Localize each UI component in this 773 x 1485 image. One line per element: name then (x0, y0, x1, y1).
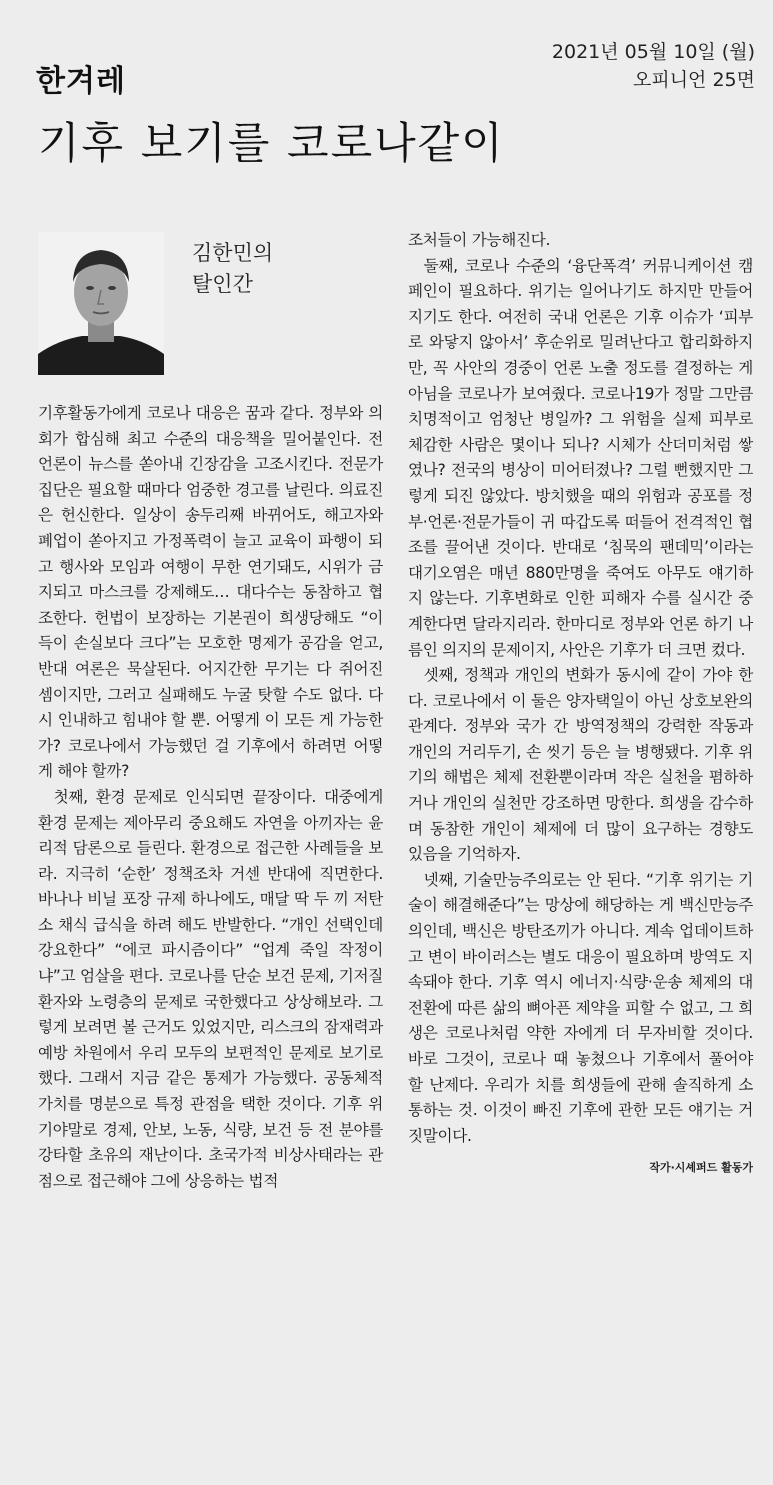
author-name: 김한민의 (192, 241, 274, 265)
article-paragraph: 셋째, 정책과 개인의 변화가 동시에 같이 가야 한다. 코로나에서 이 둘은 양자택일이 아닌 상호보완의 관계다. 정부와 국가 간 방역정책의 강력한 작동과 개인의 거리두기, 손 씻기 등은 늘 병행됐다. 기후 위기의 해법은 체제 전환뿐이라며 작은 실천을 폄하하거나 개인의 실천만 강조하면 망한다. 희생을 감수하며 동참한 개인이 체제에 더 많이 요구하는 경향도 있음을 기억하자. (408, 666, 753, 864)
article-column-left (38, 401, 383, 1194)
article-paragraph: 첫째, 환경 문제로 인식되면 끝장이다. 대중에게 환경 문제는 제아무리 중요해도 자연을 아끼자는 윤리적 담론으로 들린다. 환경으로 접근한 사례들을 보라. 지극히 ‘순한’ 정책조차 거센 반대에 직면한다. 바나나 비닐 포장 규제 하나에도, 매달 딱 두 끼 저탄소 채식 급식을 하려 해도 반발한다. “개인 선택인데 강요한다” “에코 파시즘이다” “업계 죽일 작정이냐”고 엄살을 편다. 코로나를 단순 보건 문제, 기저질환자와 노령층의 문제로 국한했다고 상상해보라. 그렇게 보려면 볼 근거도 있었지만, 리스크의 잠재력과 예방 차원에서 우리 모두의 보편적인 문제로 보기로 했다. 그래서 지금 같은 통제가 가능했다. 공동체적 가치를 명분으로 특정 관점을 택한 것이다. 기후 위기야말로 경제, 안보, 노동, 식량, 보건 등 전 분야를 강타할 초유의 재난이다. 초국가적 비상사태라는 관점으로 접근해야 그에 상응하는 법적 (38, 787, 383, 1190)
article-paragraph: 넷째, 기술만능주의로는 안 된다. “기후 위기는 기술이 해결해준다”는 망상에 해당하는 게 백신만능주의인데, 백신은 방탄조끼가 아니다. 계속 업데이트하고 변이 바이러스는 별도 대응이 필요하며 방역도 지속돼야 한다. 기후 역시 에너지·식량·운송 체제의 대전환에 따른 삶의 뼈아픈 제약을 피할 수 없고, 그 희생은 코로나처럼 약한 자에게 더 무자비할 것이다. 바로 그것이, 코로나 때 놓쳤으나 기후에서 풀어야 할 난제다. 우리가 치를 희생들에 관해 솔직하게 소통하는 것. 이것이 빠진 기후에 관한 모든 얘기는 거짓말이다. (408, 870, 753, 1145)
author-photo (38, 232, 164, 375)
article-paragraph: 기후활동가에게 코로나 대응은 꿈과 같다. 정부와 의회가 합심해 최고 수준의 대응책을 밀어붙인다. 전 언론이 뉴스를 쏟아내 긴장감을 고조시킨다. 전문가 집단은 필요할 때마다 엄중한 경고를 날린다. 의료진은 헌신한다. 일상이 송두리째 바뀌어도, 해고자와 폐업이 쏟아지고 가정폭력이 늘고 교육이 파행이 되고 행사와 모임과 여행이 무한 연기돼도, 시위가 금지되고 마스크를 강제해도… 대다수는 동참하고 협조한다. 헌법이 보장하는 기본권이 희생당해도 “이득이 손실보다 크다”는 모호한 명제가 공감을 얻고, 반대 여론은 묵살된다. 어지간한 무기는 다 쥐어진 셈이지만, 그러고 실패해도 누굴 탓할 수도 없다. 다시 인내하고 힘내야 할 뿐. 어떻게 이 모든 게 가능한가? 코로나에서 가능했던 걸 기후에서 하려면 어떻게 해야 할까? (38, 404, 383, 781)
article-headline: 기후 보기를 코로나같이 (38, 119, 505, 169)
article-paragraph: 조처들이 가능해진다. (408, 231, 551, 249)
publication-date: 2021년 05월 10일 (월) (551, 41, 755, 63)
column-title: 탈인간 (192, 272, 253, 296)
article-paragraph: 둘째, 코로나 수준의 ‘융단폭격’ 커뮤니케이션 캠페인이 필요하다. 위기는 일어나기도 하지만 만들어지기도 한다. 여전히 국내 언론은 기후 이슈가 ‘피부로 와닿지 않아서’ 후순위로 밀려난다고 합리화하지만, 꼭 사안의 경중이 언론 노출 정도를 결정하는 게 아님을 코로나가 보여줬다. 코로나19가 정말 그만큼 치명적이고 엄청난 병일까? 그 위험을 실제 피부로 체감한 사람은 몇이나 되나? 시체가 산더미처럼 쌓였나? 전국의 병상이 미어터졌나? 그럴 뻔했지만 그렇게 되진 않았다. 방치했을 때의 위험과 공포를 정부·언론·전문가들이 귀 따갑도록 떠들어 전격적인 협조를 끌어낸 것이다. 반대로 ‘침묵의 팬데믹’이라는 대기오염은 매년 880만명을 죽여도 아무도 얘기하지 않는다. 기후변화로 인한 피해자 수를 실시간 중계한다면 달라지리라. 한마디로 정부와 언론 하기 나름인 의지의 문제이지, 사안은 기후가 더 크면 컸다. (408, 256, 753, 659)
section-page: 오피니언 25면 (633, 69, 755, 91)
author-credit: 작가·시셰퍼드 활동가 (649, 1161, 753, 1175)
dateline (552, 38, 755, 94)
newspaper-logo: 한겨레 (36, 64, 126, 99)
article-column-right (408, 228, 753, 1181)
column-byline (192, 238, 273, 300)
